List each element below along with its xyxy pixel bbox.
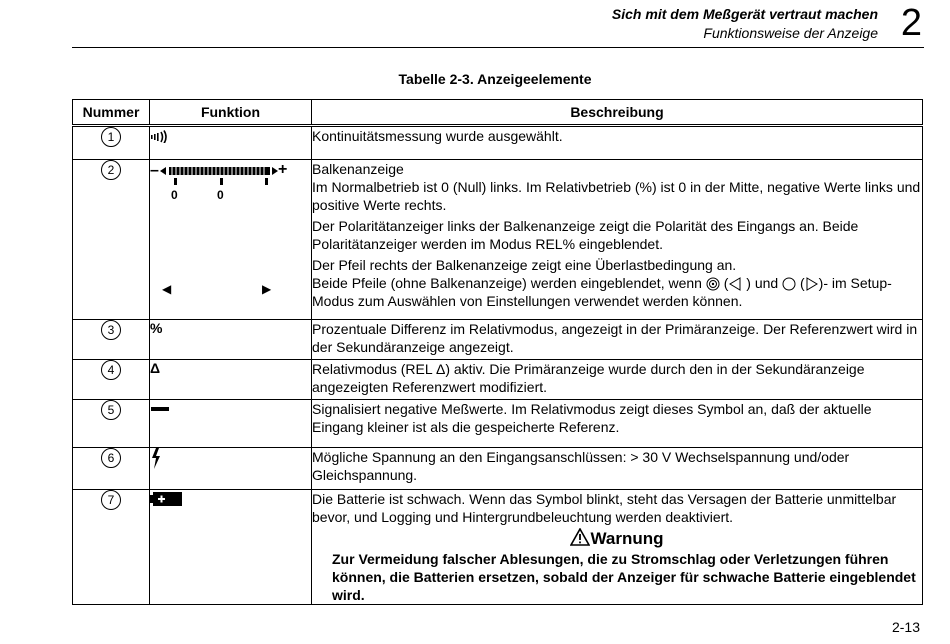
header-rule bbox=[72, 47, 924, 48]
table-row bbox=[73, 490, 923, 605]
row-number: 7 bbox=[101, 490, 121, 510]
row-description: Prozentuale Differenz im Relativmodus, angezeigt in der Primäranzeige. Der Referenzwert wird in der Sekundäranzeige angezeigt. bbox=[312, 321, 918, 355]
chapter-number: 2 bbox=[900, 2, 922, 44]
right-triangle-icon bbox=[805, 277, 819, 291]
page-header-subtitle: Funktionsweise der Anzeige bbox=[703, 25, 878, 41]
column-header-function: Funktion bbox=[150, 100, 312, 126]
setup-button-icon bbox=[706, 277, 720, 291]
table-header-row bbox=[73, 100, 923, 126]
bar-graph-scale bbox=[160, 164, 278, 186]
arrow-left-icon: ◀ bbox=[162, 282, 172, 296]
row-number: 1 bbox=[101, 127, 121, 147]
bar-zero-center: 0 bbox=[217, 188, 224, 202]
table-row bbox=[73, 360, 923, 400]
table-caption: Tabelle 2-3. Anzeigeelemente bbox=[398, 71, 592, 87]
table-row bbox=[73, 448, 923, 490]
delta-icon: Δ bbox=[150, 360, 161, 376]
circle-button-icon bbox=[782, 277, 796, 291]
lightning-icon bbox=[150, 448, 162, 470]
table-row bbox=[73, 400, 923, 448]
row-description: Im Normalbetrieb ist 0 (Null) links. Im Relativbetrieb (%) ist 0 in der Mitte, negative Werte links und positive Werte rechts. bbox=[312, 179, 921, 213]
continuity-icon bbox=[150, 129, 168, 143]
page-number: 2-13 bbox=[891, 619, 920, 635]
row-number: 3 bbox=[101, 320, 121, 340]
row-number: 4 bbox=[101, 360, 121, 380]
row-description: Der Polaritätanzeiger links der Balkenanzeige zeigt die Polarität des Eingangs an. Beide Polaritätanzeiger werden im Modus REL% eingeblendet. bbox=[312, 218, 859, 252]
table-row bbox=[73, 160, 923, 320]
arrow-right-icon: ▶ bbox=[262, 282, 272, 296]
row-description: Der Pfeil rechts der Balkenanzeige zeigt eine Überlastbedingung an. bbox=[312, 257, 737, 273]
row-description: Die Batterie ist schwach. Wenn das Symbol blinkt, steht das Versagen der Batterie unmittelbar bevor, und Logging und Hintergrundbeleuchtung werden deaktiviert. bbox=[312, 491, 897, 525]
row-description: Signalisiert negative Meßwerte. Im Relativmodus zeigt dieses Symbol an, daß der aktuelle Eingang kleiner ist als die gespeicherte Referenz. bbox=[312, 401, 872, 435]
row-number: 2 bbox=[101, 160, 121, 180]
warning-triangle-icon bbox=[570, 528, 590, 546]
row-description: Kontinuitätsmessung wurde ausgewählt. bbox=[312, 128, 563, 144]
column-header-number: Nummer bbox=[73, 100, 150, 126]
percent-icon: % bbox=[150, 320, 163, 336]
minus-sign-icon bbox=[150, 400, 170, 418]
warning-text: Zur Vermeidung falscher Ablesungen, die zu Stromschlag oder Verletzungen führen können, die Batterien ersetzen, sobald der Anzeiger für schwache Batterie eingeblendet wird. bbox=[332, 551, 916, 603]
polarity-plus: + bbox=[278, 161, 288, 178]
table-row bbox=[73, 126, 923, 160]
row-description: Relativmodus (REL Δ) aktiv. Die Primäranzeige wurde durch den in der Sekundäranzeige angezeigten Referenzwert modifiziert. bbox=[312, 361, 865, 395]
left-triangle-icon bbox=[728, 277, 742, 291]
low-battery-icon bbox=[150, 492, 182, 506]
bar-graph-icon bbox=[150, 160, 311, 200]
row-description: Beide Pfeile (ohne Balkenanzeige) werden eingeblendet, wenn ( ) und ( )- im Setup-Modus zum Auswählen von Einstellungen verwendet werden können. bbox=[312, 275, 892, 309]
row-description: Mögliche Spannung an den Eingangsanschlüssen: > 30 V Wechselspannung und/oder Gleichspannung. bbox=[312, 449, 850, 483]
display-elements-table bbox=[72, 99, 923, 605]
page-header-title: Sich mit dem Meßgerät vertraut machen bbox=[611, 6, 878, 22]
row-description: Balkenanzeige bbox=[312, 161, 404, 177]
table-row bbox=[73, 320, 923, 360]
bar-zero-left: 0 bbox=[171, 188, 178, 202]
polarity-minus: – bbox=[150, 162, 159, 179]
column-header-description: Beschreibung bbox=[312, 100, 923, 126]
warning-heading: Warnung bbox=[312, 528, 922, 550]
row-number: 5 bbox=[101, 400, 121, 420]
row-number: 6 bbox=[101, 448, 121, 468]
